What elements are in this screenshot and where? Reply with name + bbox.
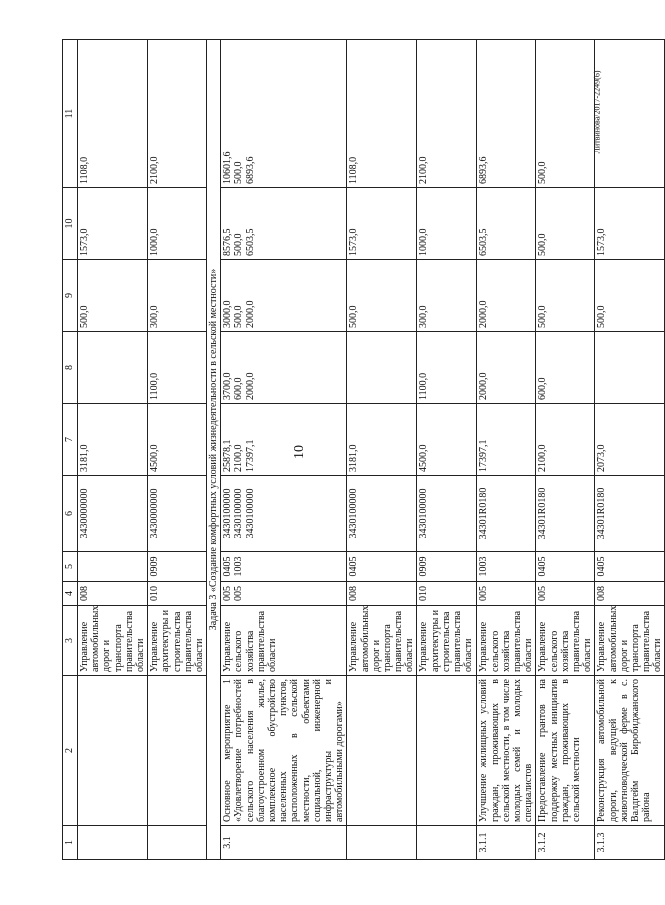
cell-value: 4500,0: [417, 404, 477, 476]
cell-section: 0909: [417, 552, 477, 582]
cell-value: 2100,0: [148, 40, 207, 188]
table-row: [148, 40, 207, 860]
cell-value: 300,0: [148, 260, 207, 332]
executor: [221, 606, 347, 676]
row-number: [78, 826, 148, 860]
cell-value: 500,0: [347, 260, 417, 332]
cell-value: [221, 404, 347, 476]
page-number: 10: [292, 445, 307, 459]
executor: Управление архитектуры и строительства правительства области: [417, 606, 477, 676]
executor: Управление архитектуры и строительства правительства области: [148, 606, 207, 676]
cell-grbs: 008: [595, 582, 665, 606]
cell-line: 005: [233, 586, 245, 601]
row-number: [148, 826, 207, 860]
header-cell: 6: [63, 476, 78, 552]
cell-value: 500,0: [536, 188, 595, 260]
cell-value: 1100,0: [417, 332, 477, 404]
cell-section: [78, 552, 148, 582]
cell-target-article: [221, 476, 347, 552]
task-title: Задача 3 «Создание комфортных условий жизнедеятельности в сельской местности»: [207, 40, 221, 860]
cell-value: [221, 188, 347, 260]
cell-value: 6503,5: [477, 188, 536, 260]
cell-value: [221, 40, 347, 188]
header-cell: 2: [63, 676, 78, 826]
cell-target-article: 34301R0180: [595, 476, 665, 552]
cell-line: 8576,5: [222, 228, 234, 256]
measure-name: Предоставление грантов на поддержку местных инициатив граждан, проживающих в сельской местности: [536, 676, 595, 826]
cell-line: 6503,5: [244, 228, 256, 256]
executor: Управление автомобильных дорог и транспорта правительства области: [347, 606, 417, 676]
cell-grbs: 005: [477, 582, 536, 606]
cell-line: 10601,6: [222, 151, 234, 184]
cell-line: 25878,1: [222, 439, 234, 472]
cell-grbs: 008: [78, 582, 148, 606]
cell-grbs: 008: [347, 582, 417, 606]
cell-line: 3430100000: [233, 488, 245, 539]
measure-name: Реконструкция автомобильной дороги, ведущей к животноводческой ферме в с. Валдгейм Биробиджанского района: [595, 676, 665, 826]
cell-section: [221, 552, 347, 582]
cell-value: 1108,0: [78, 40, 148, 188]
header-cell: 8: [63, 332, 78, 404]
cell-line: 2000,0: [244, 372, 256, 400]
header-cell: 10: [63, 188, 78, 260]
cell-value: 1108,0: [347, 40, 417, 188]
cell-line: 2100,0: [233, 444, 245, 472]
header-cell: 11: [63, 40, 78, 188]
cell-value: 1100,0: [148, 332, 207, 404]
table-row: [78, 40, 148, 860]
cell-value: 2100,0: [536, 404, 595, 476]
cell-section: 0405: [536, 552, 595, 582]
executor: Управление автомобильных дорог и транспорта правительства области: [78, 606, 148, 676]
cell-line: 3430100000: [222, 488, 234, 539]
executor: Управление сельского хозяйства правительства области: [477, 606, 536, 676]
table-row: [536, 40, 595, 860]
executor: Управление автомобильных дорог и транспорта правительства области: [595, 606, 665, 676]
header-cell: 9: [63, 260, 78, 332]
table-row: [347, 40, 417, 860]
table-row: [417, 40, 477, 860]
table-row: [595, 40, 665, 860]
cell-value: 3181,0: [347, 404, 417, 476]
cell-value: 3181,0: [78, 404, 148, 476]
measure-name: [347, 676, 417, 826]
cell-grbs: 005: [536, 582, 595, 606]
cell-value: [221, 260, 347, 332]
cell-section: 1003: [477, 552, 536, 582]
table-row: [477, 40, 536, 860]
cell-section: 0405: [347, 552, 417, 582]
header-cell: 3: [63, 606, 78, 676]
cell-value: 2073,0: [595, 404, 665, 476]
cell-value: [595, 332, 665, 404]
cell-section: 0909: [148, 552, 207, 582]
cell-value: 1000,0: [148, 188, 207, 260]
cell-value: [592, 40, 665, 188]
task-row: [207, 40, 221, 860]
cell-target-article: 3430000000: [148, 476, 207, 552]
measure-name: Улучшение жилищных условий граждан, проживающих в сельской местности, в том числе молодых семей и молодых специалистов: [477, 676, 536, 826]
program-table: [62, 39, 665, 860]
row-number: [347, 826, 417, 860]
cell-line: 005: [222, 586, 234, 601]
row-number: 3.1: [221, 826, 347, 860]
cell-value: 17397,1: [477, 404, 536, 476]
cell-value: 500,0: [595, 260, 665, 332]
cell-line: 1003: [233, 556, 245, 577]
cell-line: 600,0: [233, 377, 245, 400]
cell-value: 4500,0: [148, 404, 207, 476]
measure-name: Основное мероприятие 1 «Удовлетворение потребностей сельского населения в благоустроенном жилье, комплексное обустройство населенных пунктов, расположенных в сельской местности, объектами социальной, инженерной инфраструктуры и автомобильными дорогами»: [221, 676, 347, 826]
cell-value: 600,0: [536, 332, 595, 404]
cell-target-article: 3430100000: [347, 476, 417, 552]
cell-value: 500,0: [536, 40, 595, 188]
executor: Управление сельского хозяйства правительства области: [536, 606, 595, 676]
cell-line: 2000,0: [244, 300, 256, 328]
row-number: [417, 826, 477, 860]
cell-value: 2000,0: [477, 260, 536, 332]
executor-line: Управление сельского хозяйства правительства области: [222, 610, 278, 672]
row-number: 3.1.3: [595, 826, 665, 860]
cell-line: 3430100000: [244, 488, 256, 539]
cell-grbs: 010: [417, 582, 477, 606]
cell-value: 1000,0: [417, 188, 477, 260]
cell-value: 500,0: [78, 260, 148, 332]
cell-value: [347, 332, 417, 404]
cell-target-article: 3430100000: [417, 476, 477, 552]
cell-value: 300,0: [417, 260, 477, 332]
cell-value: [78, 332, 148, 404]
cell-line: 0405: [222, 556, 234, 577]
cell-value: 1573,0: [347, 188, 417, 260]
cell-grbs: 010: [148, 582, 207, 606]
header-row: [63, 40, 78, 860]
cell-value: 1573,0: [595, 188, 665, 260]
cell-line: 3000,0: [222, 300, 234, 328]
measure-name: [417, 676, 477, 826]
cell-line: 17397,1: [244, 439, 256, 472]
cell-target-article: 3430000000: [78, 476, 148, 552]
cell-target-article: 34301R0180: [536, 476, 595, 552]
cell-value: 1573,0: [78, 188, 148, 260]
cell-line: 500,0: [233, 161, 245, 184]
cell-value: 500,0: [536, 260, 595, 332]
measure-name: [148, 676, 207, 826]
row-number: 3.1.1: [477, 826, 536, 860]
cell-value: 2100,0: [417, 40, 477, 188]
cell-section: 0405: [595, 552, 665, 582]
measure-name: [78, 676, 148, 826]
header-cell: 1: [63, 826, 78, 860]
header-cell: 7: [63, 404, 78, 476]
cell-line: 6893,6: [244, 156, 256, 184]
cell-grbs: [221, 582, 347, 606]
cell-line: 500,0: [233, 233, 245, 256]
row-number: 3.1.2: [536, 826, 595, 860]
cell-value: 6893,6: [477, 40, 536, 188]
table-row: [221, 40, 347, 860]
header-cell: 4: [63, 582, 78, 606]
cell-line: 500,0: [233, 305, 245, 328]
document-reference: Литвинова/2017-2249(6): [592, 70, 602, 154]
cell-value: [221, 332, 347, 404]
cell-line: 3700,0: [222, 372, 234, 400]
cell-value: 2000,0: [477, 332, 536, 404]
header-cell: 5: [63, 552, 78, 582]
cell-target-article: 34301R0180: [477, 476, 536, 552]
